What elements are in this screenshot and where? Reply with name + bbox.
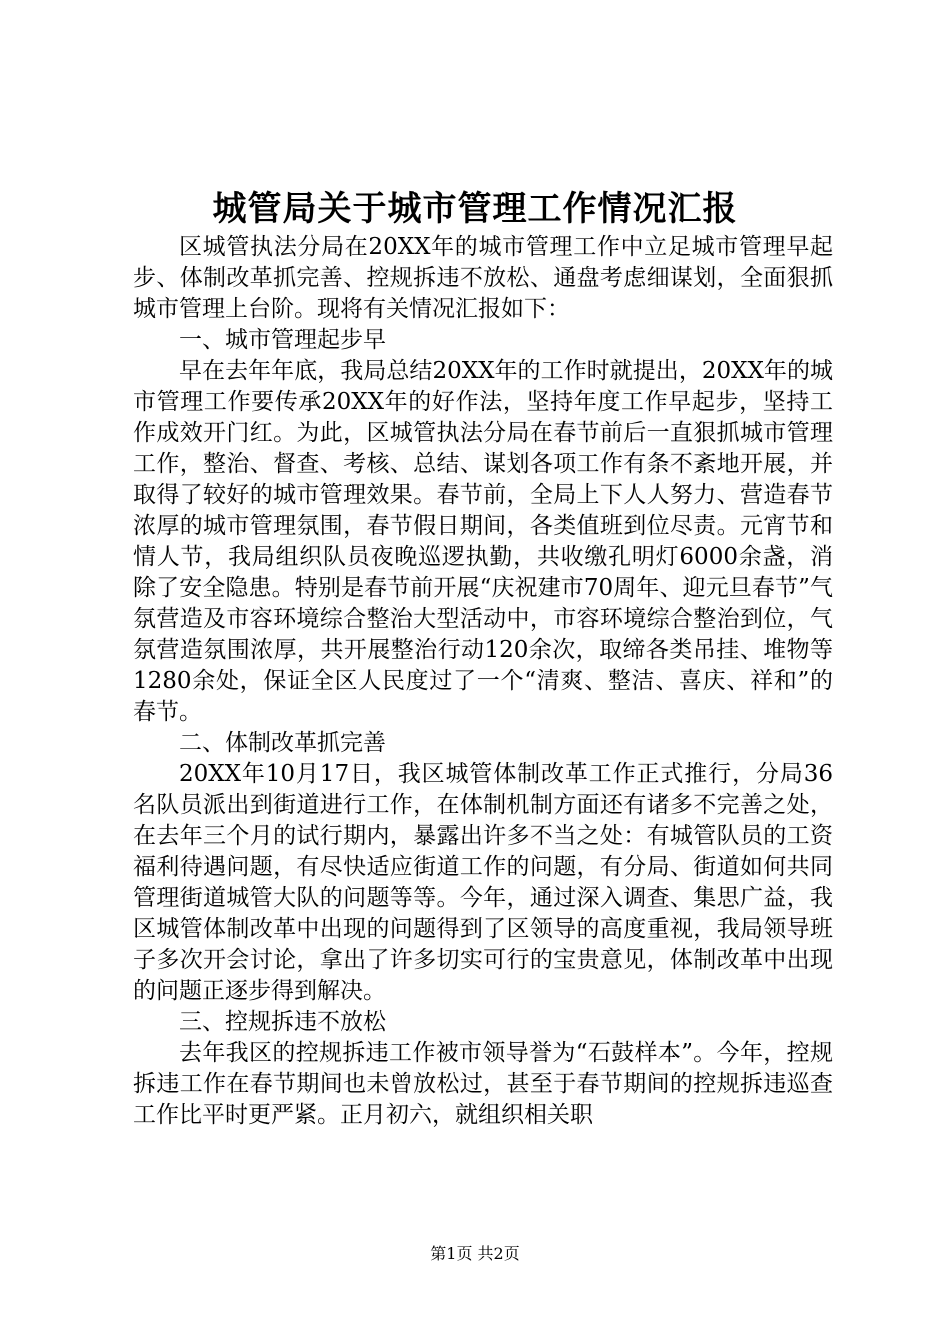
document-body xyxy=(133,232,833,1131)
section-1-paragraph: 早在去年年底，我局总结20XX年的工作时就提出，20XX年的城市管理工作要传承20XX年的好作法，坚持年度工作早起步，坚持工作成效开门红。为此，区城管执法分局在春节前后一直狠抓城市管理工作，整治、督查、考核、总结、谋划各项工作有条不紊地开展，并取得了较好的城市管理效果。春节前，全局上下人人努力、营造春节浓厚的城市管理氛围，春节假日期间，各类值班到位尽责。元宵节和情人节，我局组织队员夜晚巡逻执勤，共收缴孔明灯6000余盏，消除了安全隐患。特别是春节前开展“庆祝建市70周年、迎元旦春节”气氛营造及市容环境综合整治大型活动中，市容环境综合整治到位，气氛营造氛围浓厚，共开展整治行动120余次，取缔各类吊挂、堆物等1280余处，保证全区人民度过了一个“清爽、整洁、喜庆、祥和”的春节。 xyxy=(133,358,833,725)
section-heading-1: 一、城市管理起步早 xyxy=(179,327,386,353)
section-heading-2: 二、体制改革抓完善 xyxy=(179,730,386,756)
section-3-paragraph: 去年我区的控规拆违工作被市领导誉为“石鼓样本”。今年，控规拆违工作在春节期间也未曾放松过，甚至于春节期间的控规拆违巡查工作比平时更严紧。正月初六，就组织相关职 xyxy=(133,1040,833,1128)
page-footer: 第1页 共2页 xyxy=(430,1244,520,1263)
intro-paragraph: 区城管执法分局在20XX年的城市管理工作中立足城市管理早起步、体制改革抓完善、控规拆违不放松、通盘考虑细谋划，全面狠抓城市管理上台阶。现将有关情况汇报如下： xyxy=(133,234,833,322)
document-title: 城管局关于城市管理工作情况汇报 xyxy=(212,189,738,229)
section-heading-3: 三、控规拆违不放松 xyxy=(179,1009,386,1035)
section-2-paragraph: 20XX年10月17日，我区城管体制改革工作正式推行，分局36名队员派出到街道进行工作，在体制机制方面还有诸多不完善之处，在去年三个月的试行期内，暴露出许多不当之处：有城管队员的工资福利待遇问题，有尽快适应街道工作的问题，有分局、街道如何共同管理街道城管大队的问题等等。今年，通过深入调查、集思广益，我区城管体制改革中出现的问题得到了区领导的高度重视，我局领导班子多次开会讨论，拿出了许多切实可行的宝贵意见，体制改革中出现的问题正逐步得到解决。 xyxy=(133,761,833,1004)
